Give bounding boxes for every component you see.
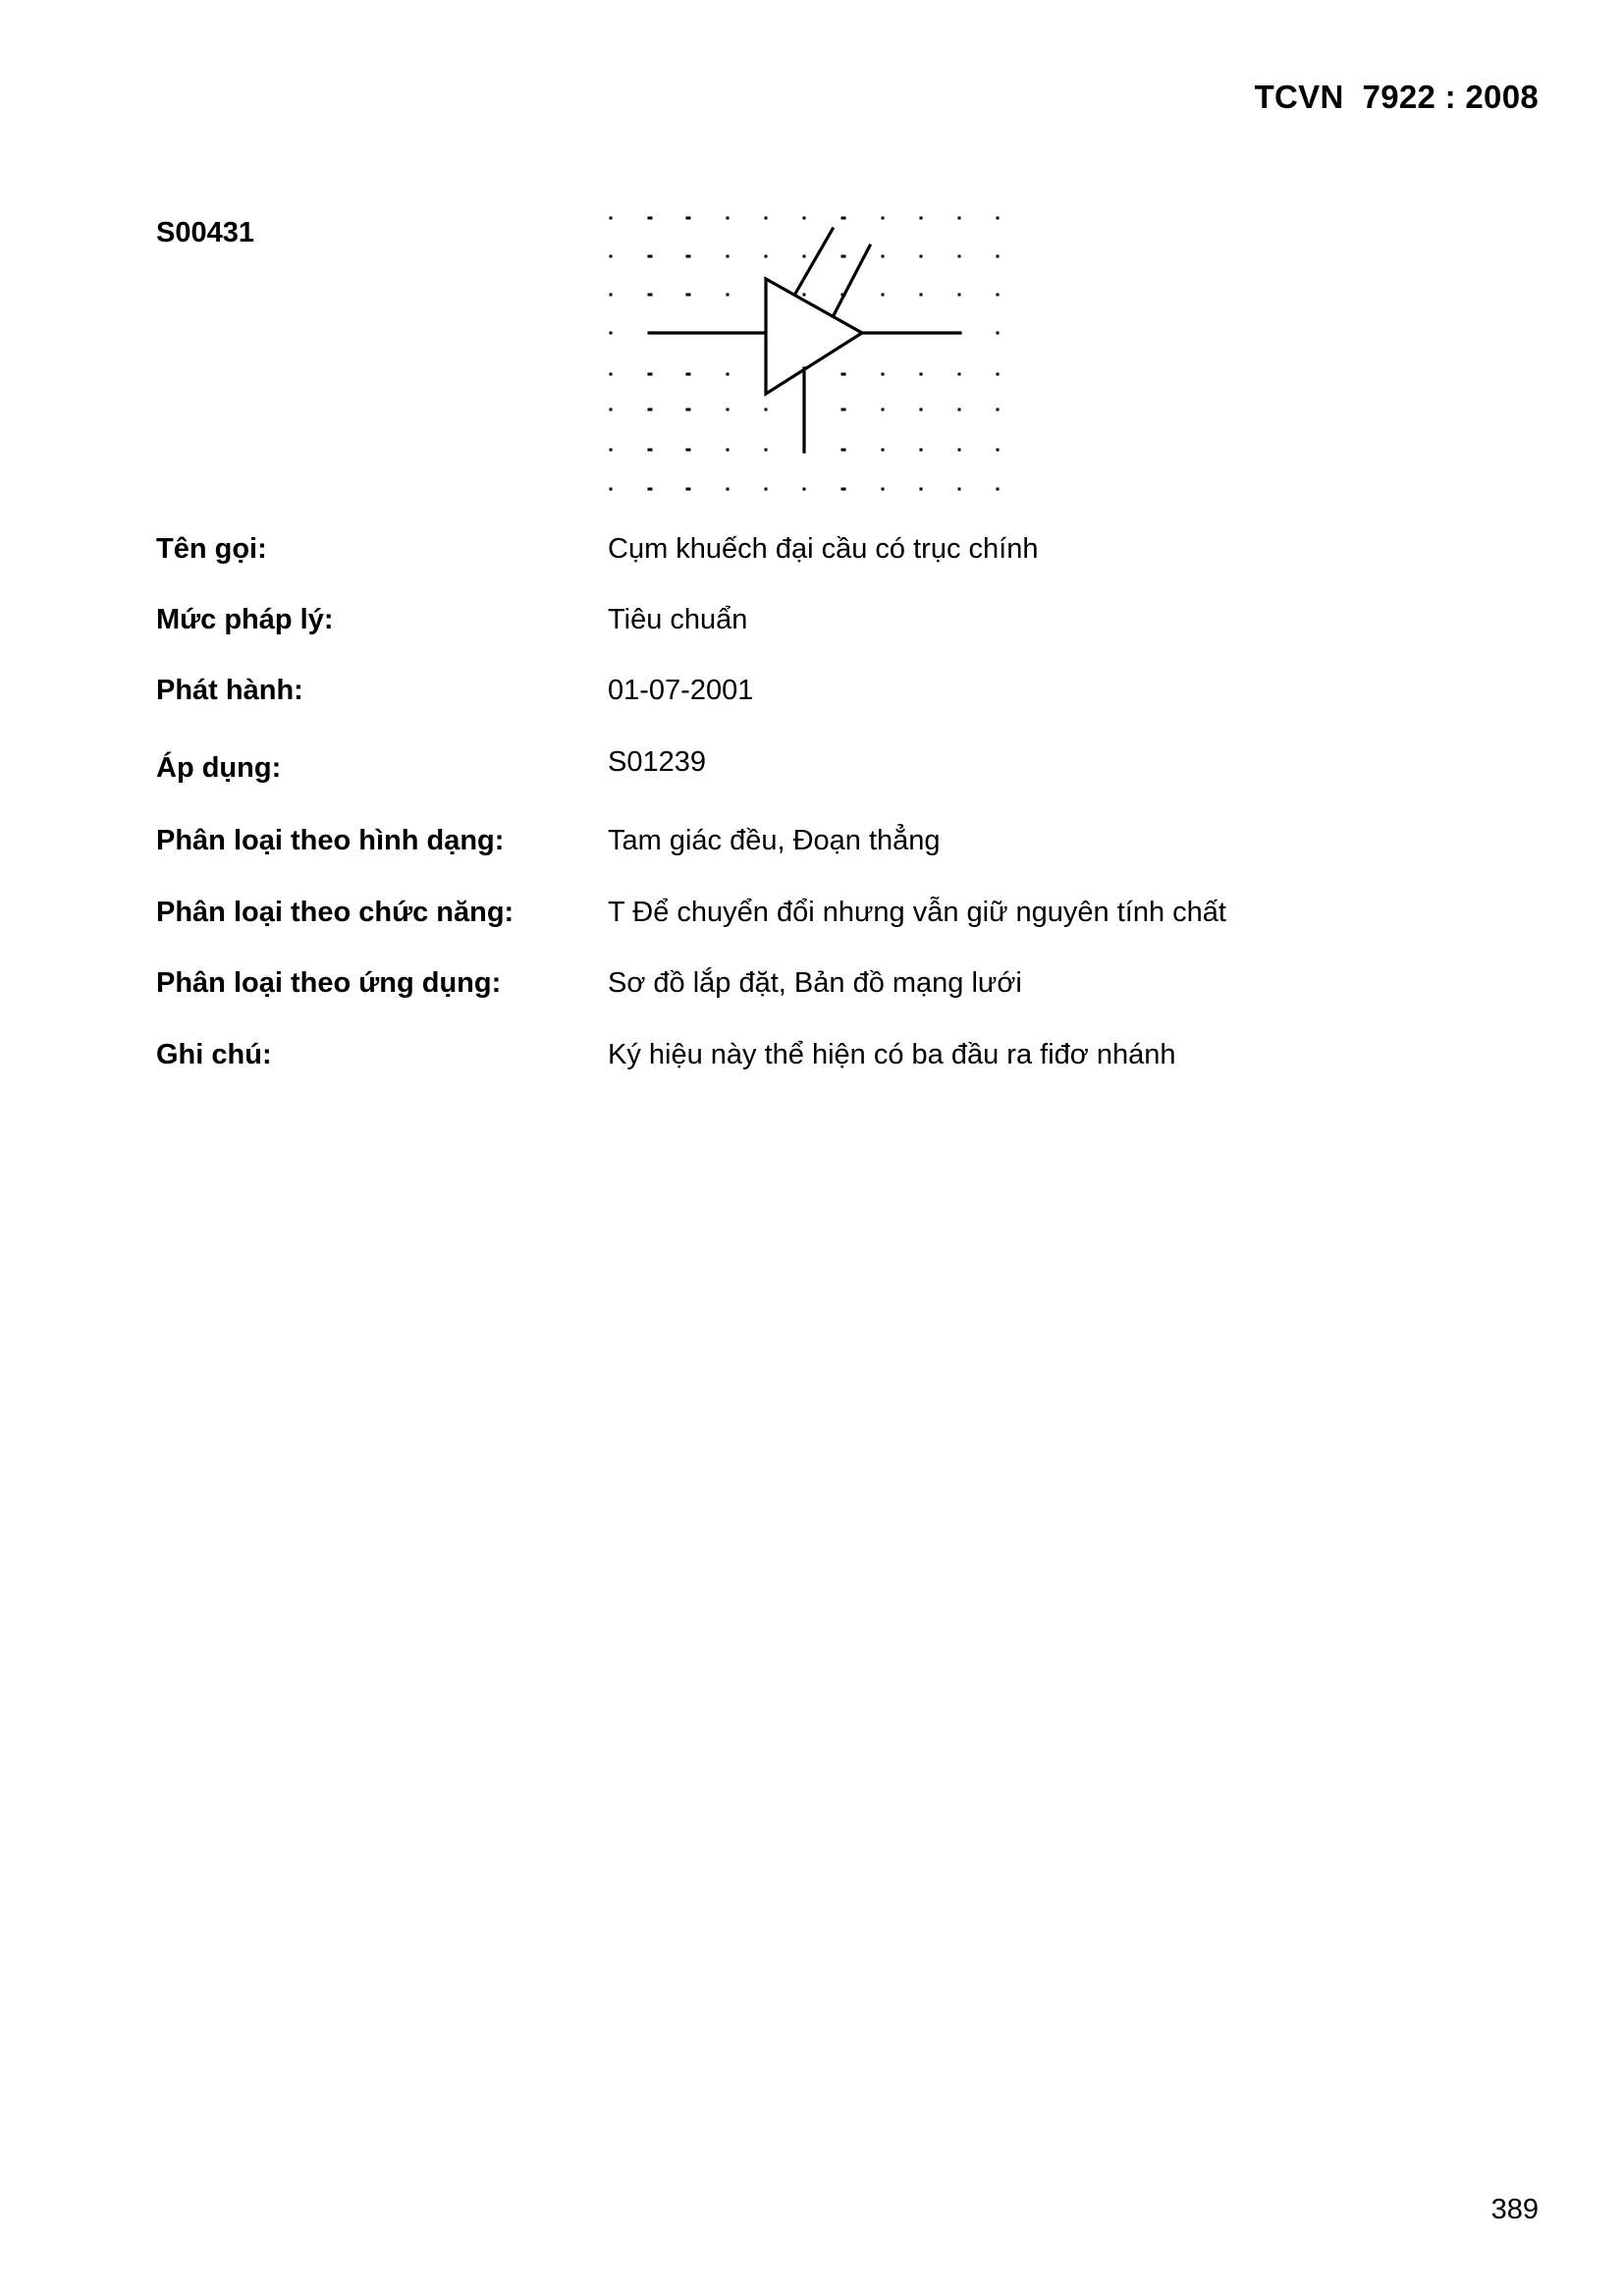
grid-dot [727,294,730,297]
field-value: Ký hiệu này thể hiện có ba đầu ra fiđơ nhánh [608,1039,1176,1070]
grid-dot [920,255,923,258]
field-label: Áp dụng: [156,752,282,784]
grid-dot [610,373,613,376]
grid-dot [648,373,653,376]
field-row-application-class [156,967,1531,1007]
grid-dot [765,409,768,411]
field-value: T Để chuyển đổi nhưng vẫn giữ nguyên tính chất [608,897,1226,928]
grid-dot [920,294,923,297]
grid-dot [803,294,806,297]
grid-dot [610,449,613,452]
field-label: Phân loại theo hình dạng: [156,825,505,856]
grid-dot [841,255,846,258]
field-label: Phát hành: [156,675,303,706]
grid-dot [727,217,730,220]
grid-dot [920,217,923,220]
grid-dot [920,373,923,376]
field-row-note [156,1039,1531,1078]
grid-dot [686,449,691,452]
grid-dot [920,409,923,411]
grid-dot [997,449,1000,452]
field-value: Tiêu chuẩn [608,604,748,635]
field-row-issued [156,675,1531,714]
grid-dot [958,449,961,452]
branch-output-diagonal-1 [795,229,833,294]
grid-dot [841,488,846,491]
grid-dot [648,255,653,258]
grid-dot [610,409,613,411]
field-value: Tam giác đều, Đoạn thẳng [608,825,941,856]
grid-dot [841,217,846,220]
grid-dot [686,488,691,491]
amplifier-symbol-diagram [589,196,1031,511]
grid-dot [648,294,653,297]
grid-dot [686,255,691,258]
page-number: 389 [1490,2194,1539,2225]
grid-dot [841,373,846,376]
field-row-name [156,533,1531,573]
grid-dot [686,217,691,220]
grid-dot [610,488,613,491]
field-row-function-class [156,897,1531,936]
grid-dot [920,449,923,452]
grid-dot [958,255,961,258]
field-row-legal-level [156,604,1531,643]
symbol-id: S00431 [156,217,254,248]
grid-dot [803,217,806,220]
field-label: Ghi chú: [156,1039,272,1070]
branch-output-diagonal-2 [834,246,870,315]
grid-dot [765,488,768,491]
grid-dot [610,332,613,335]
grid-dot [997,488,1000,491]
grid-dot [727,373,730,376]
grid-dot [686,294,691,297]
grid-dot [882,255,885,258]
field-row-shape-class [156,825,1531,864]
field-label: Tên gọi: [156,533,267,565]
grid-dot [727,255,730,258]
grid-dot [841,409,846,411]
grid-dot [648,409,653,411]
grid-dot [841,449,846,452]
field-label: Phân loại theo ứng dụng: [156,967,502,999]
grid-dot [958,488,961,491]
grid-dot [765,217,768,220]
grid-dot [958,217,961,220]
grid-dot [765,449,768,452]
grid-dot [648,217,653,220]
field-value: S01239 [608,746,706,778]
field-value: 01-07-2001 [608,675,754,706]
amplifier-triangle-icon [766,279,862,394]
grid-dot [882,449,885,452]
field-row-applies [156,746,1531,786]
grid-dot [610,217,613,220]
field-value: Sơ đồ lắp đặt, Bản đồ mạng lưới [608,967,1022,999]
grid-dot [997,255,1000,258]
grid-dot [610,294,613,297]
grid-dot [727,488,730,491]
grid-dot [648,488,653,491]
field-value: Cụm khuếch đại cầu có trục chính [608,533,1039,565]
grid-dot [765,255,768,258]
grid-dot [997,373,1000,376]
grid-dot [958,409,961,411]
grid-dot [803,255,806,258]
field-label: Phân loại theo chức năng: [156,897,514,928]
grid-dot [882,217,885,220]
grid-dot [997,409,1000,411]
grid-dot [882,373,885,376]
field-label: Mức pháp lý: [156,604,334,635]
grid-dot [686,373,691,376]
grid-dot [997,332,1000,335]
grid-dot [803,488,806,491]
grid-dot [882,488,885,491]
grid-dot [727,409,730,411]
grid-dot [727,449,730,452]
grid-dot [610,255,613,258]
grid-dot [997,294,1000,297]
grid-dot [958,294,961,297]
grid-dot [920,488,923,491]
grid-dot [686,409,691,411]
grid-dot [958,373,961,376]
grid-dot [997,217,1000,220]
grid-dot [648,449,653,452]
grid-dot [882,294,885,297]
grid-dot [882,409,885,411]
standard-code: TCVN 7922 : 2008 [1254,79,1539,115]
